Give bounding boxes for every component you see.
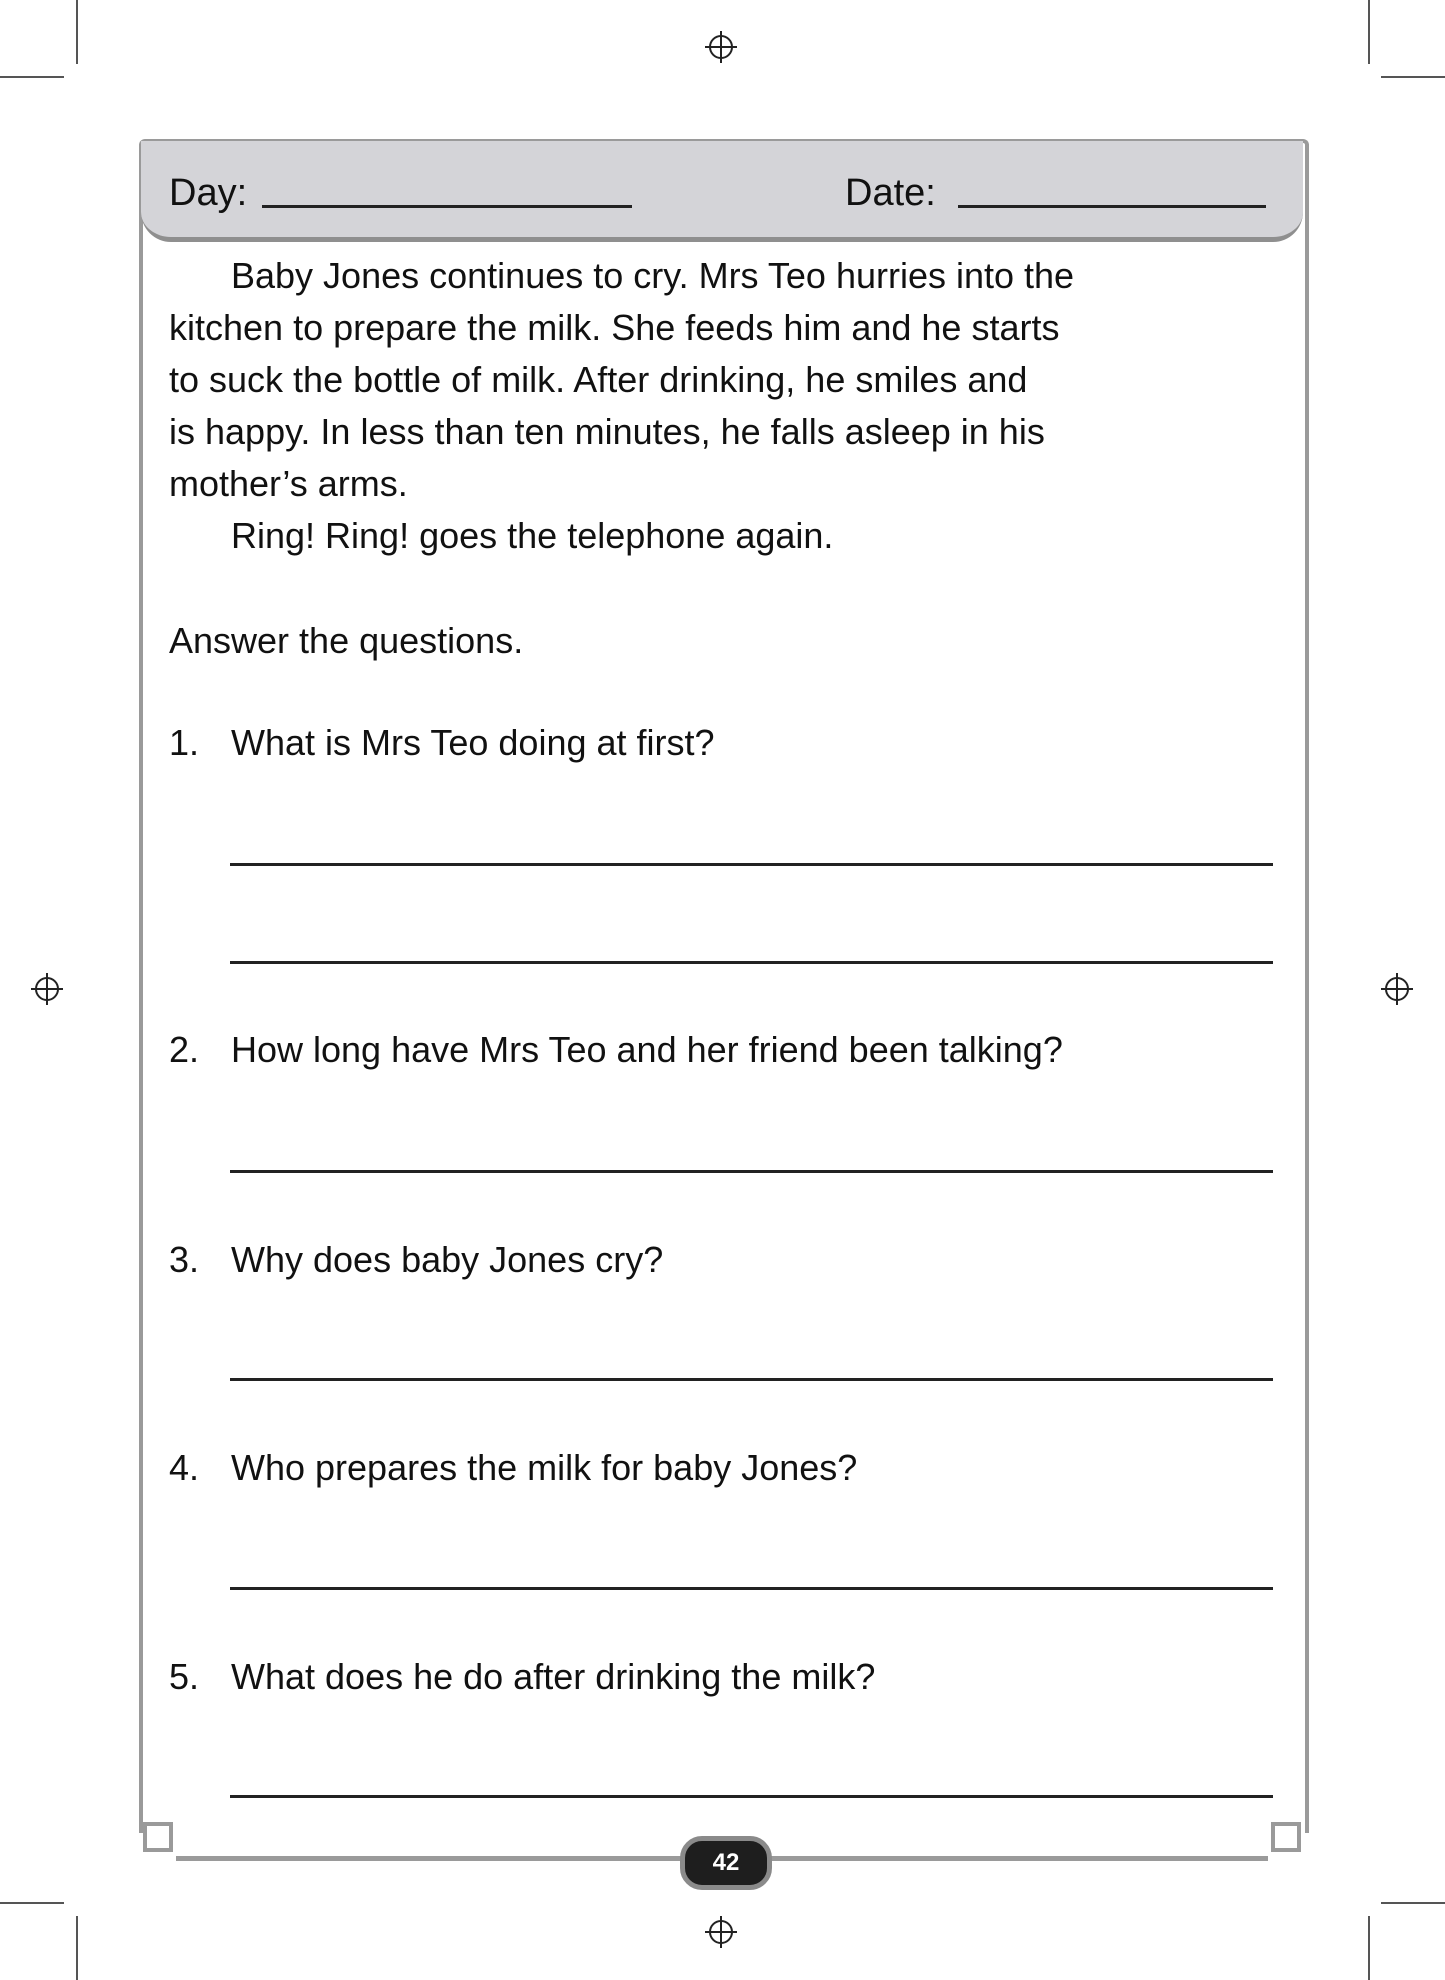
crop-mark — [1368, 1916, 1370, 1980]
crop-mark — [0, 76, 64, 78]
passage-line: is happy. In less than ten minutes, he falls asleep in his — [169, 411, 1045, 452]
answer-line[interactable] — [230, 1378, 1273, 1381]
date-field[interactable] — [958, 205, 1266, 208]
question-number: 5. — [169, 1656, 200, 1697]
question-number: 3. — [169, 1239, 200, 1280]
crop-mark — [76, 0, 78, 64]
question-text: How long have Mrs Teo and her friend been talking? — [231, 1029, 1063, 1070]
answer-line[interactable] — [230, 961, 1273, 964]
passage-line: mother’s arms. — [169, 463, 408, 504]
question-number: 4. — [169, 1447, 200, 1488]
day-label: Day: — [169, 172, 248, 214]
passage-line: to suck the bottle of milk. After drinking, he smiles and — [169, 359, 1028, 400]
corner-ornament — [143, 1822, 173, 1852]
page-number: 42 — [680, 1836, 772, 1890]
header-bar — [141, 141, 1303, 242]
crop-mark — [1381, 76, 1445, 78]
registration-mark-icon — [709, 35, 733, 59]
question-text: What is Mrs Teo doing at first? — [231, 722, 715, 763]
passage-line: Baby Jones continues to cry. Mrs Teo hurries into the — [231, 255, 1075, 296]
question-text: What does he do after drinking the milk? — [231, 1656, 876, 1697]
date-label: Date: — [845, 172, 936, 214]
question-text: Why does baby Jones cry? — [231, 1239, 664, 1280]
answer-line[interactable] — [230, 1170, 1273, 1173]
crop-mark — [76, 1916, 78, 1980]
registration-mark-icon — [35, 977, 59, 1001]
crop-mark — [1381, 1902, 1445, 1904]
registration-mark-icon — [1385, 977, 1409, 1001]
passage-line: Ring! Ring! goes the telephone again. — [231, 515, 834, 556]
question-number: 1. — [169, 722, 200, 763]
answer-line[interactable] — [230, 863, 1273, 866]
question-text: Who prepares the milk for baby Jones? — [231, 1447, 858, 1488]
crop-mark — [0, 1902, 64, 1904]
registration-mark-icon — [709, 1920, 733, 1944]
passage-line: kitchen to prepare the milk. She feeds him and he starts — [169, 307, 1060, 348]
instruction: Answer the questions. — [169, 620, 524, 661]
corner-ornament — [1271, 1822, 1301, 1852]
answer-line[interactable] — [230, 1587, 1273, 1590]
question-number: 2. — [169, 1029, 200, 1070]
answer-line[interactable] — [230, 1795, 1273, 1798]
crop-mark — [1368, 0, 1370, 64]
day-field[interactable] — [262, 205, 632, 208]
